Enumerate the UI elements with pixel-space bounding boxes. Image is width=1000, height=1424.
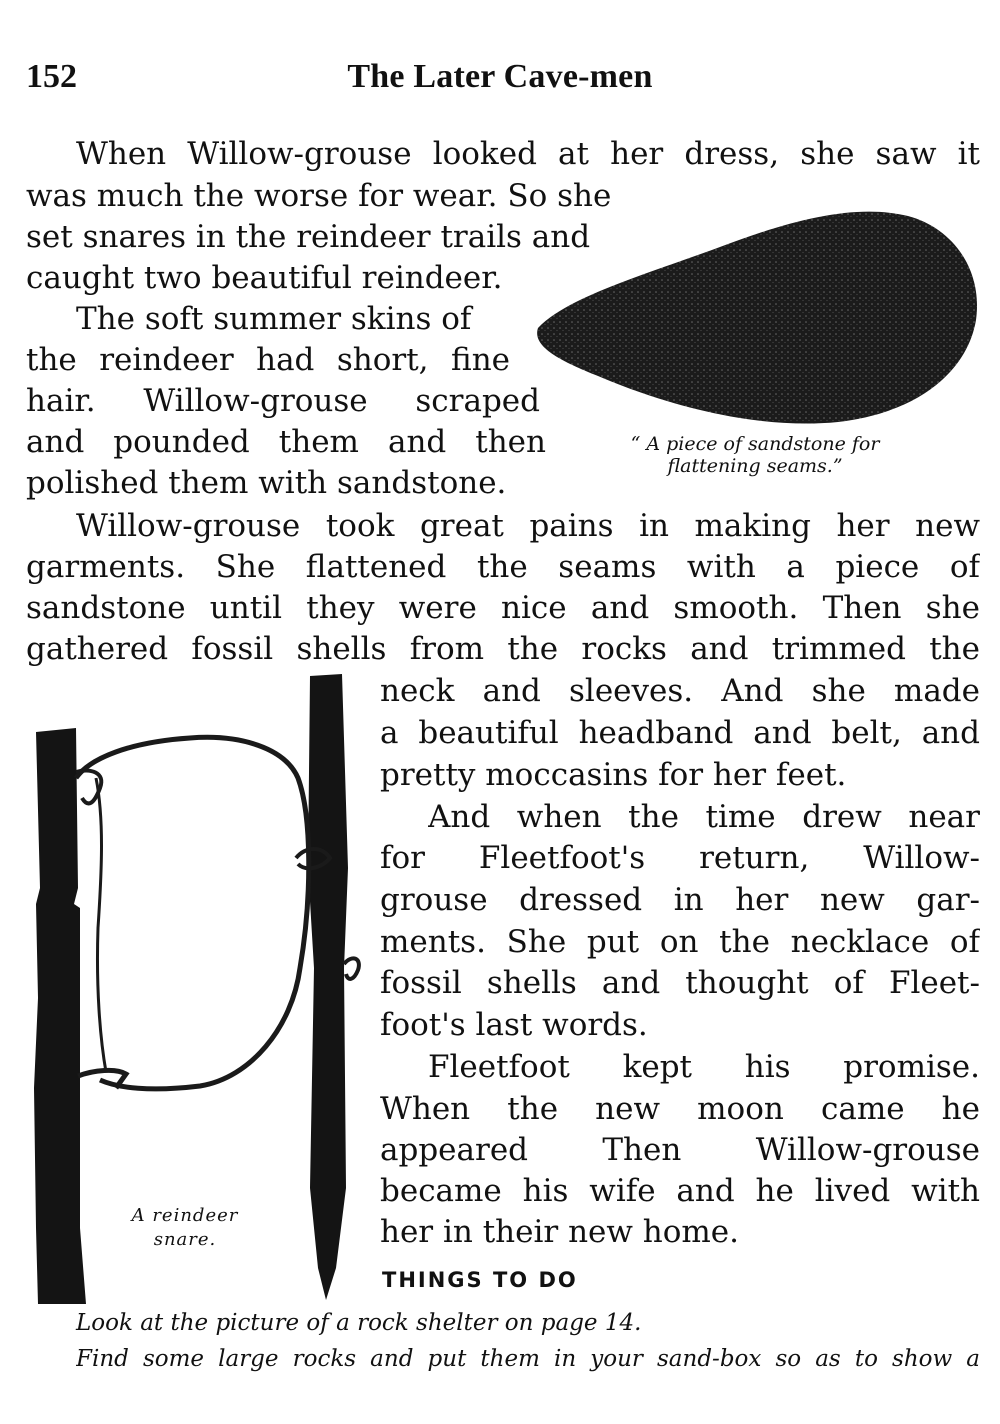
text-line: And when the time drew near [428,799,980,835]
sandstone-caption [590,433,920,477]
text-line: sandstone until they were nice and smooth. Then she [26,590,980,626]
text-line: grouse dressed in her new gar- [380,882,980,918]
text-line: became his wife and he lived with [380,1173,980,1209]
running-title: The Later Cave-men [347,58,653,95]
text-line: When the new moon came he [380,1091,980,1127]
text-line: foot's last words. [380,1007,648,1043]
text-line: and pounded them and then [26,424,546,460]
sandstone-caption-line: flattening seams.” [667,455,843,477]
things-to-do-heading: THINGS TO DO [382,1268,578,1292]
page-number: 152 [26,58,77,95]
snare-caption-line: snare. [153,1229,217,1250]
text-line: Fleetfoot kept his promise. [428,1049,980,1085]
text-line: When Willow-grouse looked at her dress, she saw it [76,136,980,172]
text-line: garments. She flattened the seams with a piece of [26,549,980,585]
task-item: Find some large rocks and put them in your sand-box so as to show a [76,1346,980,1372]
text-line: fossil shells and thought of Fleet- [380,965,980,1001]
text-line: pretty moccasins for her feet. [380,757,847,793]
text-line: was much the worse for wear. So she [26,178,612,214]
text-line: neck and sleeves. And she made [380,673,980,709]
task-item: Look at the picture of a rock shelter on page 14. [76,1310,642,1336]
text-line: Willow-grouse took great pains in making her new [76,508,980,544]
text-line: The soft summer skins of [76,301,472,337]
text-line: the reindeer had short, fine [26,342,510,378]
text-line: a beautiful headband and belt, and [380,715,980,751]
running-head [26,58,974,108]
snare-caption-line: A reindeer [131,1205,239,1226]
text-line: set snares in the reindeer trails and [26,219,591,255]
sandstone-caption-line: “ A piece of sandstone for [630,433,880,455]
text-line: appeared Then Willow-grouse [380,1132,980,1168]
text-line: polished them with sandstone. [26,465,507,501]
sandstone-illustration [528,200,988,430]
snare-caption [100,1204,270,1252]
text-line: for Fleetfoot's return, Willow- [380,840,980,876]
text-line: her in their new home. [380,1214,739,1250]
text-line: ments. She put on the necklace of [380,924,980,960]
text-line: gathered fossil shells from the rocks and trimmed the [26,631,980,667]
text-line: caught two beautiful reindeer. [26,260,503,296]
text-line: hair. Willow-grouse scraped [26,383,540,419]
